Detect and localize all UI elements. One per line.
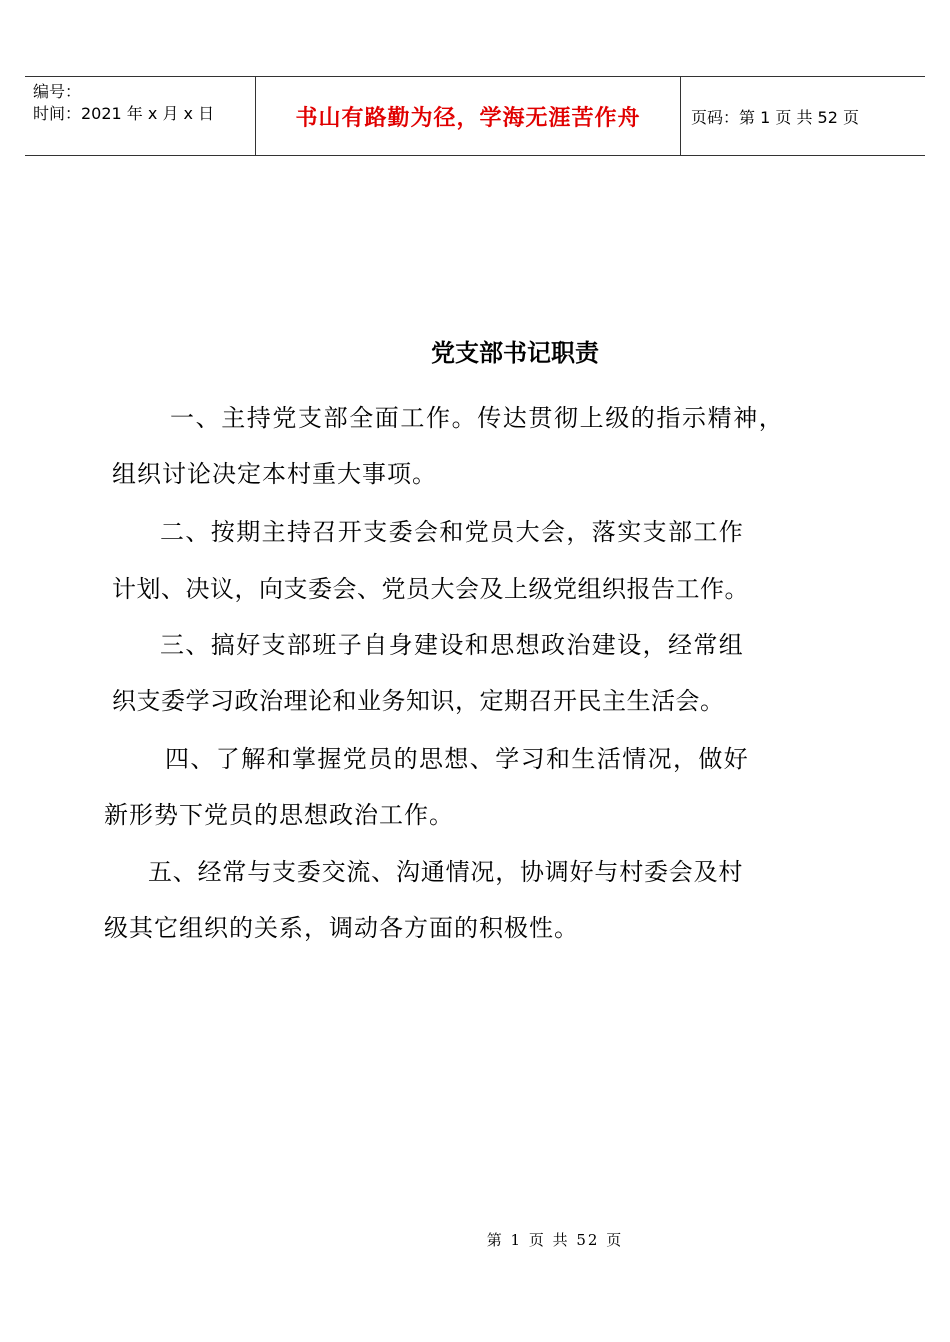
header-motto: 书山有路勤为径，学海无涯苦作舟 bbox=[255, 77, 681, 155]
page-footer: 第 1 页 共 52 页 bbox=[486, 1231, 624, 1249]
body-line: 织支委学习政治理论和业务知识，定期召开民主生活会。 bbox=[112, 687, 725, 715]
number-label: 编号： bbox=[33, 82, 82, 101]
body-line: 新形势下党员的思想政治工作。 bbox=[104, 801, 454, 829]
body-line: 三、搞好支部班子自身建设和思想政治建设，经常组 bbox=[160, 631, 745, 659]
body-line: 五、经常与支委交流、沟通情况，协调好与村委会及村 bbox=[148, 858, 744, 886]
header-meta bbox=[25, 77, 255, 155]
header-page-info: 页码：第 1 页 共 52 页 bbox=[691, 107, 859, 127]
time-label: 时间：2021 年 x 月 x 日 bbox=[33, 104, 215, 123]
document-title: 党支部书记职责 bbox=[431, 338, 599, 367]
body-line: 级其它组织的关系，调动各方面的积极性。 bbox=[104, 914, 579, 942]
page-header bbox=[25, 76, 925, 156]
body-line: 二、按期主持召开支委会和党员大会，落实支部工作 bbox=[160, 518, 745, 546]
body-line: 组织讨论决定本村重大事项。 bbox=[112, 460, 437, 488]
body-line: 四、了解和掌握党员的思想、学习和生活情况，做好 bbox=[165, 745, 750, 773]
body-line: 一、主持党支部全面工作。传达贯彻上级的指示精神， bbox=[170, 404, 785, 432]
body-line: 计划、决议，向支委会、党员大会及上级党组织报告工作。 bbox=[112, 575, 749, 603]
